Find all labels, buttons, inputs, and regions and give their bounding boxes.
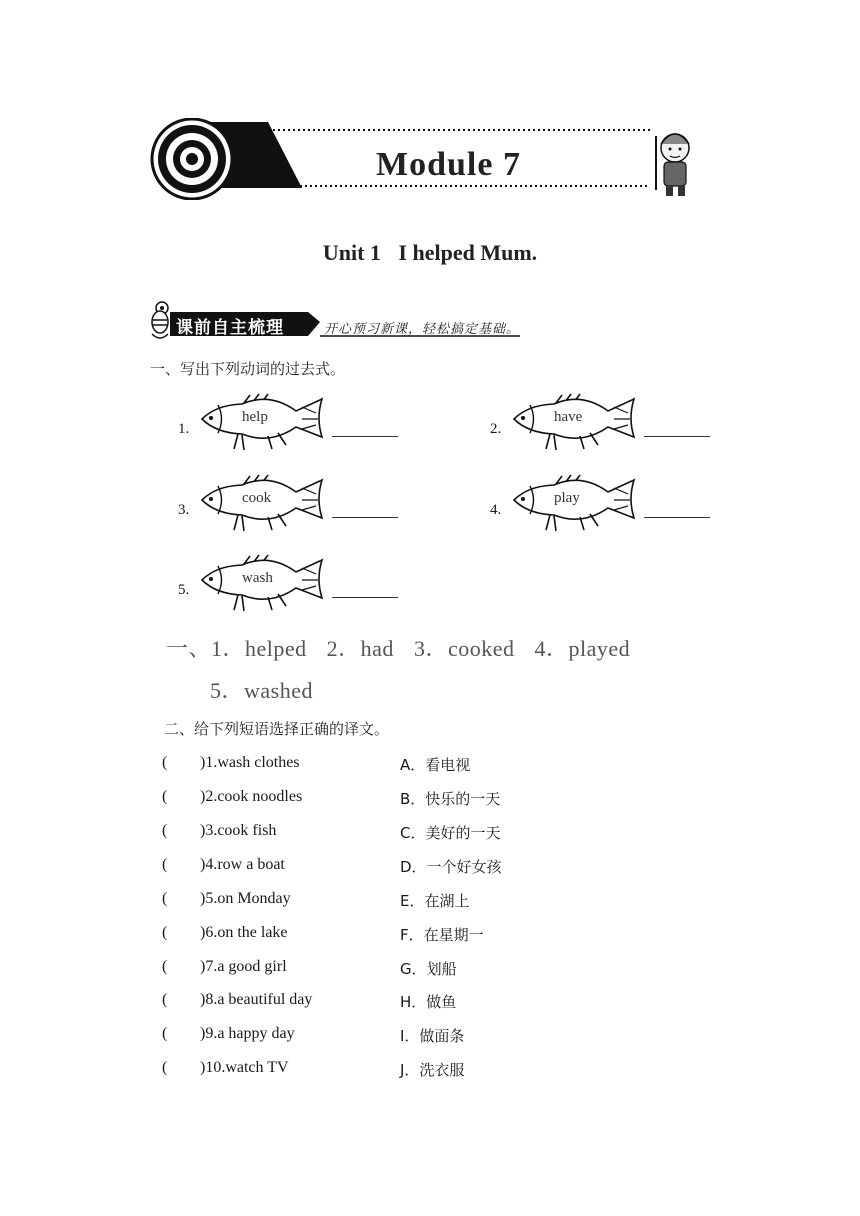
english-phrase: )8.a beautiful day bbox=[200, 991, 313, 1008]
answer-paren[interactable]: ( bbox=[162, 856, 168, 873]
matching-row bbox=[162, 1059, 582, 1083]
fish-item bbox=[178, 568, 438, 638]
matching-row bbox=[162, 788, 582, 812]
chinese-option: G．划船 bbox=[400, 960, 457, 978]
section2-title: 二、给下列短语选择正确的译文。 bbox=[164, 720, 390, 738]
chinese-option: A．看电视 bbox=[400, 756, 471, 774]
item-number: 2. bbox=[490, 421, 502, 437]
answer-paren[interactable]: ( bbox=[162, 958, 168, 975]
chinese-option: B．快乐的一天 bbox=[400, 790, 501, 808]
answer-paren[interactable]: ( bbox=[162, 890, 168, 907]
verb-word: wash bbox=[242, 570, 273, 586]
answer-paren[interactable]: ( bbox=[162, 1059, 168, 1076]
answer-blank[interactable] bbox=[644, 436, 710, 437]
answer-key bbox=[166, 632, 650, 663]
english-phrase: )6.on the lake bbox=[200, 924, 288, 941]
fish-item bbox=[490, 407, 750, 477]
fish-item bbox=[178, 407, 438, 477]
matching-row bbox=[162, 822, 582, 846]
matching-row bbox=[162, 958, 582, 982]
matching-row bbox=[162, 856, 582, 880]
unit-name: I helped Mum. bbox=[398, 240, 538, 265]
answer-key-continued bbox=[210, 674, 333, 705]
module-title: Module 7 bbox=[376, 146, 521, 183]
answer-paren[interactable]: ( bbox=[162, 991, 168, 1008]
answer-paren[interactable]: ( bbox=[162, 754, 168, 771]
answer-paren[interactable]: ( bbox=[162, 924, 168, 941]
answer-item: 1．helped bbox=[211, 636, 307, 661]
english-phrase: )10.watch TV bbox=[200, 1059, 289, 1076]
unit-title bbox=[0, 240, 860, 266]
answer-blank[interactable] bbox=[644, 517, 710, 518]
chinese-option: D．一个好女孩 bbox=[400, 858, 502, 876]
english-phrase: )3.cook fish bbox=[200, 822, 277, 839]
answer-blank[interactable] bbox=[332, 436, 398, 437]
fish-item bbox=[490, 488, 750, 558]
chinese-option: J．洗衣服 bbox=[400, 1061, 465, 1079]
answer-item: 3．cooked bbox=[413, 636, 515, 661]
chinese-option: F．在星期一 bbox=[400, 926, 484, 944]
verb-word: play bbox=[554, 490, 580, 506]
chinese-option: E．在湖上 bbox=[400, 892, 470, 910]
verb-word: help bbox=[242, 409, 268, 425]
chinese-option: I．做面条 bbox=[400, 1027, 465, 1045]
chinese-option: H．做鱼 bbox=[400, 993, 457, 1011]
answer-item: 4．played bbox=[534, 636, 631, 661]
answer-item: 2．had bbox=[326, 636, 394, 661]
matching-row bbox=[162, 991, 582, 1015]
english-phrase: )2.cook noodles bbox=[200, 788, 303, 805]
english-phrase: )1.wash clothes bbox=[200, 754, 300, 771]
answer-paren[interactable]: ( bbox=[162, 1025, 168, 1042]
matching-row bbox=[162, 924, 582, 948]
item-number: 1. bbox=[178, 421, 190, 437]
english-phrase: )7.a good girl bbox=[200, 958, 287, 975]
matching-row bbox=[162, 754, 582, 778]
section1-title: 一、写出下列动词的过去式。 bbox=[150, 360, 346, 378]
answer-prefix: 一、 bbox=[166, 636, 212, 661]
english-phrase: )5.on Monday bbox=[200, 890, 291, 907]
unit-number: Unit 1 bbox=[322, 240, 381, 265]
item-number: 5. bbox=[178, 582, 190, 598]
answer-item: 5．washed bbox=[210, 678, 313, 703]
banner-tagline: 开心预习新课，轻松搞定基础。 bbox=[324, 322, 521, 337]
target-icon bbox=[152, 119, 232, 199]
item-number: 3. bbox=[178, 502, 190, 518]
chinese-option: C．美好的一天 bbox=[400, 824, 501, 842]
mascot-icon bbox=[656, 134, 689, 196]
answer-blank[interactable] bbox=[332, 517, 398, 518]
answer-paren[interactable]: ( bbox=[162, 788, 168, 805]
banner-label: 课前自主梳理 bbox=[176, 318, 284, 338]
matching-row bbox=[162, 890, 582, 914]
matching-row bbox=[162, 1025, 582, 1049]
verb-word: cook bbox=[242, 490, 272, 506]
answer-paren[interactable]: ( bbox=[162, 822, 168, 839]
english-phrase: )4.row a boat bbox=[200, 856, 285, 873]
fish-item bbox=[178, 488, 438, 558]
answer-blank[interactable] bbox=[332, 597, 398, 598]
verb-word: have bbox=[554, 409, 583, 425]
bee-mascot-icon bbox=[152, 302, 168, 338]
item-number: 4. bbox=[490, 502, 502, 518]
english-phrase: )9.a happy day bbox=[200, 1025, 295, 1042]
